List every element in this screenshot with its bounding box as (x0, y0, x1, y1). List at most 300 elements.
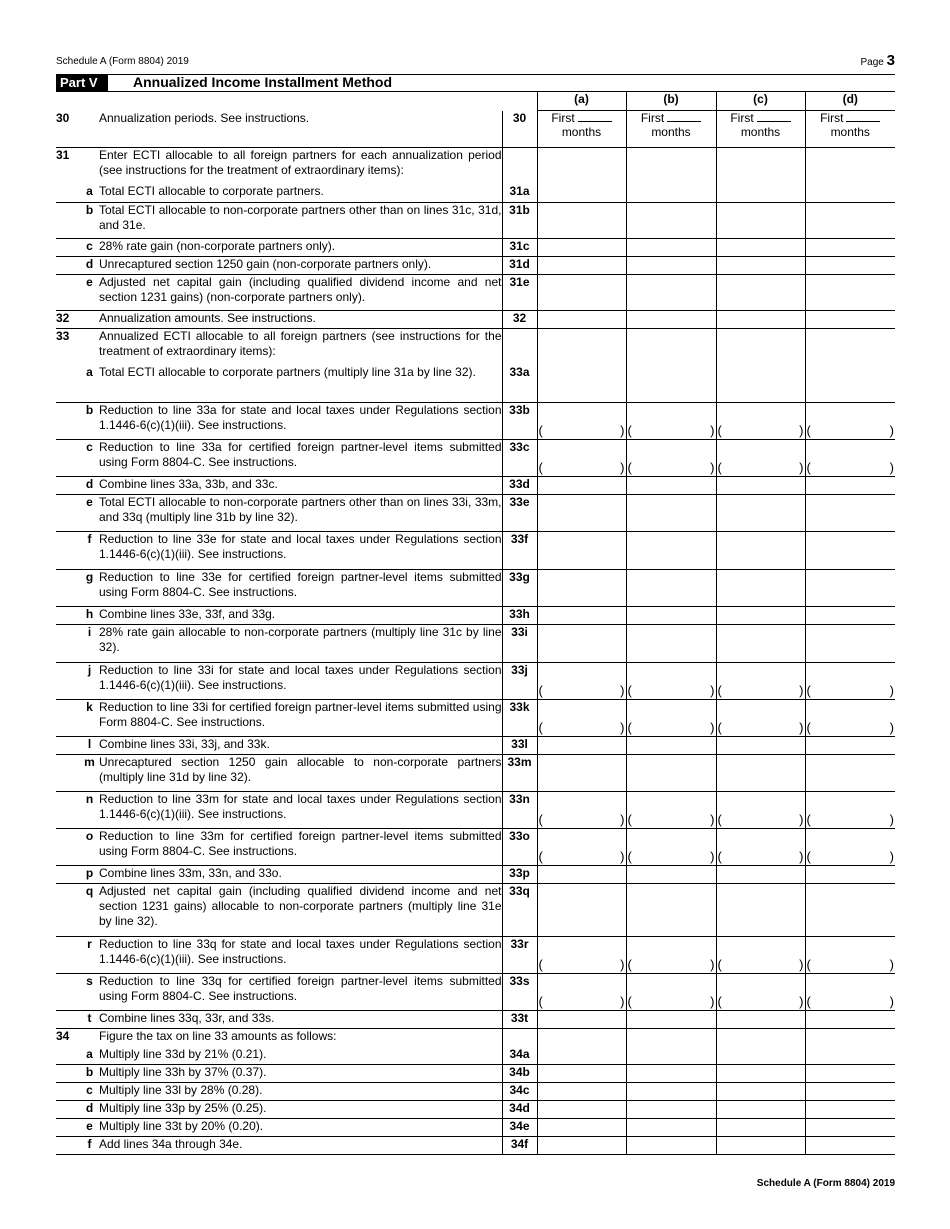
first-label: First (820, 111, 844, 125)
amount-input-b[interactable] (626, 1065, 716, 1083)
form-line-33m (56, 755, 895, 792)
amount-input-c[interactable] (716, 440, 805, 477)
amount-input-b[interactable] (626, 275, 716, 311)
form-line-34a (56, 1047, 895, 1065)
line-reference: 31a (502, 184, 537, 203)
open-paren: ( (627, 994, 632, 1009)
amount-input-c[interactable] (716, 570, 805, 607)
close-paren: ) (799, 460, 804, 475)
line-reference: 34f (502, 1137, 537, 1155)
empty-cell-a (537, 1029, 626, 1047)
close-paren: ) (710, 994, 715, 1009)
amount-input-a[interactable] (537, 477, 626, 495)
amount-input-a[interactable] (537, 184, 626, 203)
close-paren: ) (799, 683, 804, 698)
amount-input-a[interactable] (537, 1011, 626, 1029)
close-paren: ) (710, 849, 715, 864)
line-letter: b (80, 1065, 99, 1083)
line-number (56, 755, 80, 792)
amount-input-b[interactable] (626, 1083, 716, 1101)
amount-input-c[interactable] (716, 866, 805, 884)
amount-input-a[interactable] (537, 884, 626, 937)
line-number: 31 (56, 148, 70, 162)
amount-input-d[interactable] (805, 477, 895, 495)
amount-input-c[interactable] (716, 884, 805, 937)
amount-input-c[interactable] (716, 829, 805, 866)
close-paren: ) (889, 460, 894, 475)
amount-input-b[interactable] (626, 829, 716, 866)
empty-cell-c (716, 148, 805, 184)
line-number (56, 737, 80, 755)
open-paren: ( (627, 683, 632, 698)
close-paren: ) (799, 812, 804, 827)
line-description: Multiply line 33h by 37% (0.37). (99, 1065, 502, 1083)
line-description: Total ECTI allocable to non-corporate partners other than on lines 31c, 31d, and 31e. (99, 203, 502, 239)
line-description: Reduction to line 33q for certified foreign partner-level items submitted using Form 8804-C. See instructions. (99, 974, 502, 1011)
line-description: Reduction to line 33a for certified foreign partner-level items submitted using Form 8804-C. See instructions. (99, 440, 502, 477)
amount-input-d[interactable] (805, 737, 895, 755)
line-letter: d (80, 477, 99, 495)
amount-input-b[interactable] (626, 607, 716, 625)
open-paren: ( (717, 849, 722, 864)
amount-input-d[interactable] (805, 884, 895, 937)
amount-input-c[interactable] (716, 239, 805, 257)
empty-cell-d (805, 329, 895, 365)
line-reference: 33o (502, 829, 537, 866)
form-line-33h (56, 607, 895, 625)
amount-input-c[interactable] (716, 1083, 805, 1101)
form-name: Schedule A (Form 8804) 2019 (56, 56, 189, 67)
form-line-33s (56, 974, 895, 1011)
form-line-33a (56, 365, 895, 403)
part-title: Annualized Income Installment Method (133, 74, 393, 90)
line-number (56, 1119, 80, 1137)
form-line-33e (56, 495, 895, 532)
close-paren: ) (710, 812, 715, 827)
line-letter (80, 329, 99, 365)
amount-input-c[interactable] (716, 663, 805, 700)
empty-cell-b (626, 329, 716, 365)
close-paren: ) (710, 683, 715, 698)
line-description: Multiply line 33t by 20% (0.20). (99, 1119, 502, 1137)
amount-input-c[interactable] (716, 737, 805, 755)
line-letter (80, 148, 99, 184)
form-line-31d (56, 257, 895, 275)
form-line-31 (56, 148, 895, 184)
amount-input-c[interactable] (716, 1101, 805, 1119)
first-label: First (730, 111, 754, 125)
amount-input-a[interactable] (537, 495, 626, 532)
line-reference: 33n (502, 792, 537, 829)
amount-input-b[interactable] (626, 1119, 716, 1137)
amount-input-c[interactable] (716, 311, 805, 329)
line-letter: o (80, 829, 99, 866)
close-paren: ) (710, 460, 715, 475)
amount-input-d[interactable] (805, 792, 895, 829)
line-letter: f (80, 532, 99, 570)
amount-input-a[interactable] (537, 700, 626, 737)
amount-input-a[interactable] (537, 1065, 626, 1083)
amount-input-b[interactable] (626, 440, 716, 477)
amount-input-a[interactable] (537, 829, 626, 866)
line-description: Reduction to line 33i for certified foreign partner-level items submitted using Form 8804-C. See instructions. (99, 700, 502, 737)
amount-input-d[interactable] (805, 403, 895, 440)
open-paren: ( (806, 849, 811, 864)
line-description: Reduction to line 33q for state and local taxes under Regulations section 1.1446-6(c)(1)(iii). See instructions. (99, 937, 502, 974)
amount-input-b[interactable] (626, 311, 716, 329)
months-count-input[interactable] (667, 113, 701, 122)
amount-input-d[interactable] (805, 495, 895, 532)
empty-cell-c (716, 1029, 805, 1047)
line-number (56, 440, 80, 477)
annualized-income-table (56, 92, 895, 1155)
amount-input-c[interactable] (716, 1065, 805, 1083)
open-paren: ( (627, 720, 632, 735)
period-field-a[interactable] (537, 111, 626, 148)
amount-input-b[interactable] (626, 866, 716, 884)
amount-input-d[interactable] (805, 440, 895, 477)
amount-input-d[interactable] (805, 607, 895, 625)
line-reference: 33r (502, 937, 537, 974)
amount-input-a[interactable] (537, 1083, 626, 1101)
line-number (56, 884, 80, 937)
amount-input-c[interactable] (716, 532, 805, 570)
amount-input-b[interactable] (626, 203, 716, 239)
amount-input-d[interactable] (805, 257, 895, 275)
months-count-input[interactable] (757, 113, 791, 122)
form-line-31a (56, 184, 895, 203)
amount-input-d[interactable] (805, 365, 895, 403)
close-paren: ) (620, 849, 625, 864)
line-description: Combine lines 33i, 33j, and 33k. (99, 737, 502, 755)
period-field-d[interactable] (805, 111, 895, 148)
line-reference: 33q (502, 884, 537, 937)
amount-input-b[interactable] (626, 737, 716, 755)
amount-input-b[interactable] (626, 1011, 716, 1029)
amount-input-b[interactable] (626, 974, 716, 1011)
open-paren: ( (538, 957, 543, 972)
line-letter: l (80, 737, 99, 755)
close-paren: ) (889, 720, 894, 735)
amount-input-d[interactable] (805, 1047, 895, 1065)
line-description: Multiply line 33p by 25% (0.25). (99, 1101, 502, 1119)
column-a-header: (a) (537, 92, 626, 111)
amount-input-a[interactable] (537, 1119, 626, 1137)
form-line-33b (56, 403, 895, 440)
open-paren: ( (538, 423, 543, 438)
amount-input-a[interactable] (537, 1101, 626, 1119)
line-letter: n (80, 792, 99, 829)
amount-input-a[interactable] (537, 239, 626, 257)
amount-input-d[interactable] (805, 1011, 895, 1029)
form-line-33n (56, 792, 895, 829)
empty-cell-a (537, 329, 626, 365)
line-number (56, 1011, 80, 1029)
amount-input-c[interactable] (716, 1137, 805, 1155)
amount-input-d[interactable] (805, 203, 895, 239)
close-paren: ) (710, 957, 715, 972)
amount-input-c[interactable] (716, 403, 805, 440)
line-letter: d (80, 1101, 99, 1119)
amount-input-b[interactable] (626, 184, 716, 203)
close-paren: ) (620, 812, 625, 827)
open-paren: ( (627, 423, 632, 438)
amount-input-b[interactable] (626, 1101, 716, 1119)
amount-input-b[interactable] (626, 257, 716, 275)
amount-input-c[interactable] (716, 974, 805, 1011)
amount-input-a[interactable] (537, 440, 626, 477)
amount-input-c[interactable] (716, 1119, 805, 1137)
line-description: 28% rate gain (non-corporate partners only). (99, 239, 502, 257)
amount-input-a[interactable] (537, 625, 626, 663)
amount-input-c[interactable] (716, 365, 805, 403)
close-paren: ) (889, 683, 894, 698)
period-field-b[interactable] (626, 111, 716, 148)
amount-input-b[interactable] (626, 365, 716, 403)
close-paren: ) (799, 423, 804, 438)
line-description: Reduction to line 33a for state and local taxes under Regulations section 1.1446-6(c)(1)(iii). See instructions. (99, 403, 502, 440)
amount-input-d[interactable] (805, 311, 895, 329)
line-number (56, 829, 80, 866)
amount-input-b[interactable] (626, 755, 716, 792)
line-description: Annualization amounts. See instructions. (99, 311, 502, 329)
amount-input-d[interactable] (805, 974, 895, 1011)
line-reference: 34e (502, 1119, 537, 1137)
line-letter: q (80, 884, 99, 937)
amount-input-d[interactable] (805, 937, 895, 974)
line-reference: 33a (502, 365, 537, 403)
form-line-33r (56, 937, 895, 974)
amount-input-b[interactable] (626, 495, 716, 532)
amount-input-a[interactable] (537, 1047, 626, 1065)
amount-input-c[interactable] (716, 937, 805, 974)
line-reference (502, 329, 537, 365)
amount-input-d[interactable] (805, 275, 895, 311)
close-paren: ) (620, 423, 625, 438)
open-paren: ( (538, 720, 543, 735)
open-paren: ( (717, 957, 722, 972)
amount-input-b[interactable] (626, 884, 716, 937)
form-line-33c (56, 440, 895, 477)
amount-input-b[interactable] (626, 1137, 716, 1155)
amount-input-d[interactable] (805, 1065, 895, 1083)
line-description: Combine lines 33e, 33f, and 33g. (99, 607, 502, 625)
line-reference: 33d (502, 477, 537, 495)
months-count-input[interactable] (578, 113, 612, 122)
amount-input-b[interactable] (626, 1047, 716, 1065)
amount-input-d[interactable] (805, 755, 895, 792)
amount-input-a[interactable] (537, 737, 626, 755)
line-letter: d (80, 257, 99, 275)
open-paren: ( (717, 812, 722, 827)
amount-input-c[interactable] (716, 700, 805, 737)
line-reference: 31b (502, 203, 537, 239)
line-letter: a (80, 1047, 99, 1065)
amount-input-c[interactable] (716, 477, 805, 495)
amount-input-c[interactable] (716, 792, 805, 829)
line-letter: c (80, 1083, 99, 1101)
line-number (56, 1065, 80, 1083)
first-label: First (640, 111, 665, 125)
line-letter: a (80, 184, 99, 203)
amount-input-c[interactable] (716, 257, 805, 275)
amount-input-a[interactable] (537, 403, 626, 440)
amount-input-d[interactable] (805, 1137, 895, 1155)
line-number (56, 625, 80, 663)
empty-cell-c (716, 329, 805, 365)
amount-input-d[interactable] (805, 866, 895, 884)
page-number: Page 3 (860, 52, 895, 69)
amount-input-b[interactable] (626, 937, 716, 974)
months-label: months (561, 125, 602, 139)
amount-input-a[interactable] (537, 275, 626, 311)
amount-input-b[interactable] (626, 477, 716, 495)
amount-input-c[interactable] (716, 275, 805, 311)
amount-input-d[interactable] (805, 1083, 895, 1101)
amount-input-b[interactable] (626, 239, 716, 257)
line-letter (80, 311, 99, 329)
amount-input-c[interactable] (716, 495, 805, 532)
amount-input-a[interactable] (537, 607, 626, 625)
part-tag: Part V (56, 75, 108, 91)
form-line-33f (56, 532, 895, 570)
line-reference: 33k (502, 700, 537, 737)
amount-input-a[interactable] (537, 937, 626, 974)
amount-input-c[interactable] (716, 184, 805, 203)
close-paren: ) (799, 720, 804, 735)
amount-input-a[interactable] (537, 311, 626, 329)
open-paren: ( (806, 812, 811, 827)
amount-input-a[interactable] (537, 866, 626, 884)
amount-input-a[interactable] (537, 1137, 626, 1155)
amount-input-d[interactable] (805, 184, 895, 203)
line-reference (502, 1029, 537, 1047)
amount-input-b[interactable] (626, 532, 716, 570)
form-line-33g (56, 570, 895, 607)
amount-input-d[interactable] (805, 570, 895, 607)
amount-input-a[interactable] (537, 257, 626, 275)
open-paren: ( (538, 812, 543, 827)
form-line-33t (56, 1011, 895, 1029)
open-paren: ( (538, 849, 543, 864)
line-letter: p (80, 866, 99, 884)
amount-input-c[interactable] (716, 607, 805, 625)
close-paren: ) (889, 957, 894, 972)
amount-input-d[interactable] (805, 1119, 895, 1137)
close-paren: ) (799, 994, 804, 1009)
open-paren: ( (806, 423, 811, 438)
form-line-33j (56, 663, 895, 700)
amount-input-c[interactable] (716, 1011, 805, 1029)
open-paren: ( (538, 460, 543, 475)
period-field-c[interactable] (716, 111, 805, 148)
line-description: Reduction to line 33m for certified foreign partner-level items submitted using Form 8804-C. See instructions. (99, 829, 502, 866)
amount-input-b[interactable] (626, 663, 716, 700)
form-line-31e (56, 275, 895, 311)
line-reference: 33p (502, 866, 537, 884)
line-reference: 31e (502, 275, 537, 311)
open-paren: ( (627, 849, 632, 864)
line-reference: 33e (502, 495, 537, 532)
line-reference: 34d (502, 1101, 537, 1119)
amount-input-d[interactable] (805, 1101, 895, 1119)
amount-input-d[interactable] (805, 700, 895, 737)
close-paren: ) (710, 423, 715, 438)
line-description: 28% rate gain allocable to non-corporate partners (multiply line 31c by line 32). (99, 625, 502, 663)
amount-input-a[interactable] (537, 570, 626, 607)
amount-input-a[interactable] (537, 203, 626, 239)
amount-input-b[interactable] (626, 570, 716, 607)
amount-input-a[interactable] (537, 365, 626, 403)
line-number (56, 607, 80, 625)
amount-input-b[interactable] (626, 625, 716, 663)
line-number (56, 239, 80, 257)
months-label: months (740, 125, 781, 139)
first-label: First (551, 111, 575, 125)
months-count-input[interactable] (846, 113, 880, 122)
form-line-31b (56, 203, 895, 239)
form-line-33d (56, 477, 895, 495)
line-reference: 33i (502, 625, 537, 663)
line-number: 33 (56, 329, 70, 343)
line-number (56, 184, 80, 203)
amount-input-b[interactable] (626, 792, 716, 829)
line-number: 34 (56, 1029, 70, 1043)
line-reference: 33g (502, 570, 537, 607)
line-description: Unrecaptured section 1250 gain allocable to non-corporate partners (multiply line 31d by line 32). (99, 755, 502, 792)
line-letter: c (80, 440, 99, 477)
column-c-header: (c) (716, 92, 805, 111)
amount-input-b[interactable] (626, 403, 716, 440)
form-line-34d (56, 1101, 895, 1119)
column-d-header: (d) (805, 92, 895, 111)
line-letter: e (80, 275, 99, 311)
open-paren: ( (538, 683, 543, 698)
amount-input-a[interactable] (537, 974, 626, 1011)
amount-input-d[interactable] (805, 625, 895, 663)
line-reference: 34b (502, 1065, 537, 1083)
open-paren: ( (717, 460, 722, 475)
line-reference: 31c (502, 239, 537, 257)
amount-input-c[interactable] (716, 203, 805, 239)
amount-input-d[interactable] (805, 663, 895, 700)
amount-input-d[interactable] (805, 239, 895, 257)
close-paren: ) (889, 812, 894, 827)
line-letter: e (80, 495, 99, 532)
line-letter (80, 1029, 99, 1047)
line-number (56, 1083, 80, 1101)
line-number (56, 700, 80, 737)
open-paren: ( (717, 683, 722, 698)
months-label: months (651, 125, 691, 139)
open-paren: ( (806, 460, 811, 475)
amount-input-a[interactable] (537, 663, 626, 700)
amount-input-c[interactable] (716, 755, 805, 792)
amount-input-d[interactable] (805, 829, 895, 866)
amount-input-a[interactable] (537, 532, 626, 570)
column-b-header: (b) (626, 92, 716, 111)
amount-input-b[interactable] (626, 700, 716, 737)
open-paren: ( (717, 720, 722, 735)
line-reference: 33s (502, 974, 537, 1011)
amount-input-a[interactable] (537, 792, 626, 829)
amount-input-c[interactable] (716, 625, 805, 663)
amount-input-d[interactable] (805, 532, 895, 570)
amount-input-a[interactable] (537, 755, 626, 792)
amount-input-c[interactable] (716, 1047, 805, 1065)
form-line-33l (56, 737, 895, 755)
line-number (56, 1101, 80, 1119)
